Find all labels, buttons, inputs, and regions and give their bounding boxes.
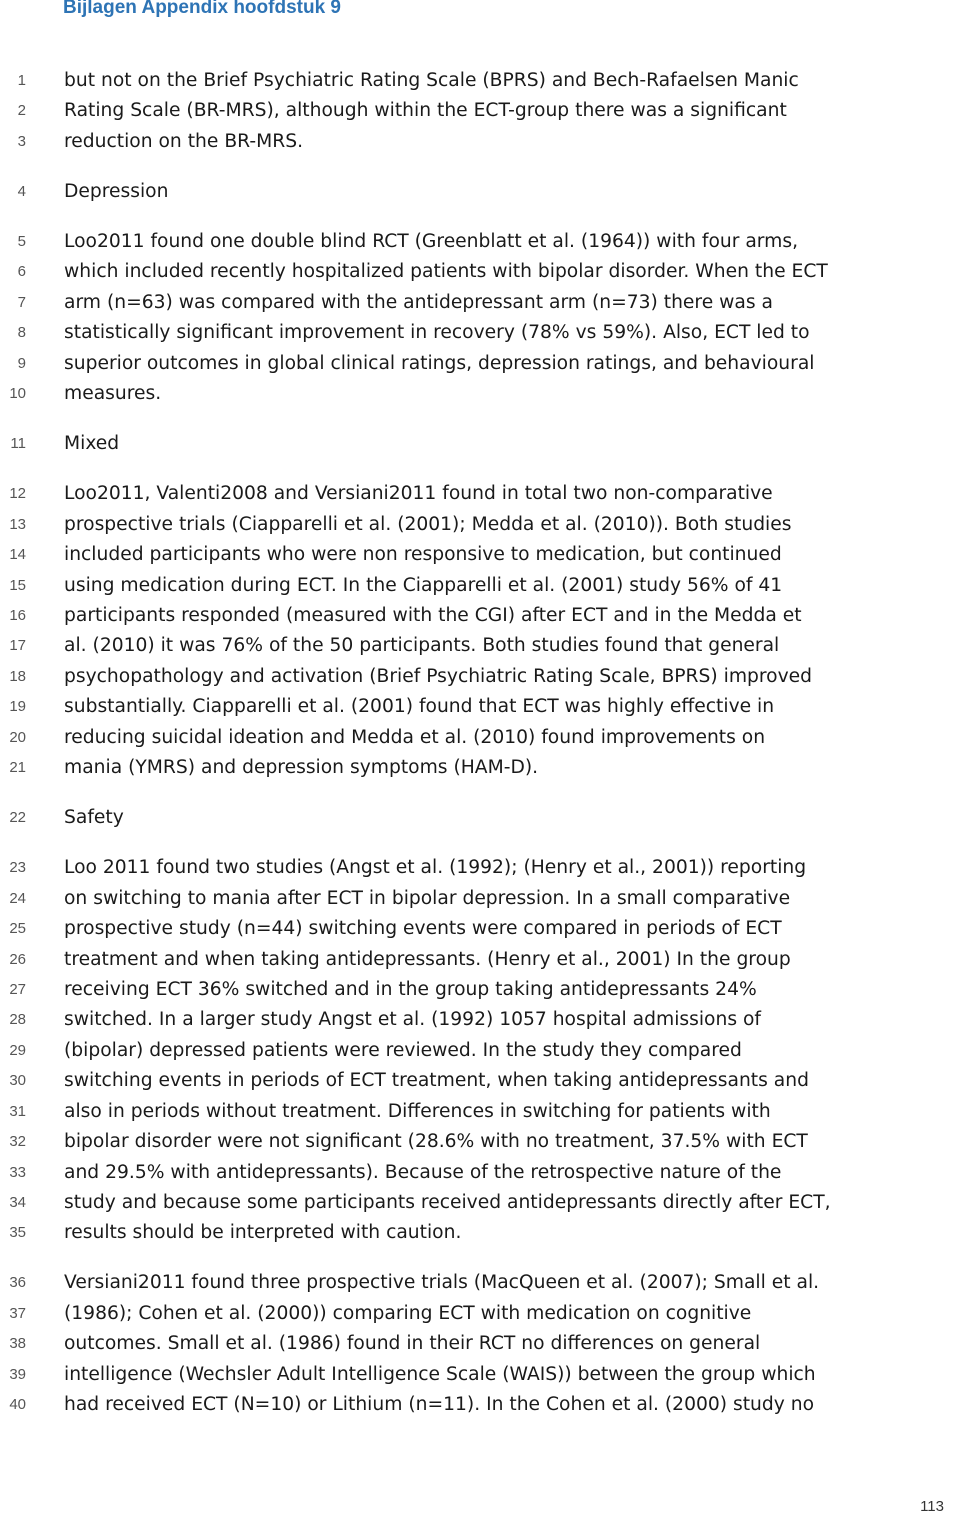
- text-line: [0, 318, 960, 348]
- paragraph: [0, 479, 960, 783]
- line-number: 11: [10, 435, 26, 453]
- text-line: [0, 975, 960, 1005]
- line-number: 17: [9, 637, 26, 655]
- text-line: [0, 1188, 960, 1218]
- line-number: 13: [9, 515, 26, 533]
- line-text: al. (2010) it was 76% of the 50 participants. Both studies found that general: [64, 635, 780, 657]
- line-text: (bipolar) depressed patients were reviewed. In the study they compared: [64, 1039, 742, 1061]
- text-line: [0, 631, 960, 661]
- line-text: had received ECT (N=10) or Lithium (n=11). In the Cohen et al. (2000) study no: [64, 1394, 815, 1416]
- line-number: 2: [17, 102, 26, 120]
- line-text: on switching to mania after ECT in bipolar depression. In a small comparative: [64, 887, 791, 909]
- text-line: [0, 1268, 960, 1298]
- line-text: arm (n=63) was compared with the antidepressant arm (n=73) there was a: [64, 291, 773, 313]
- text-line: [0, 349, 960, 379]
- line-text: Versiani2011 found three prospective trials (MacQueen et al. (2007); Small et al.: [64, 1272, 820, 1294]
- paragraph: [0, 66, 960, 157]
- text-line: [0, 753, 960, 783]
- line-text: substantially. Ciapparelli et al. (2001) found that ECT was highly effective in: [64, 696, 775, 718]
- line-text: switching events in periods of ECT treatment, when taking antidepressants and: [64, 1070, 809, 1092]
- line-text: Rating Scale (BR-MRS), although within the ECT-group there was a significant: [64, 100, 787, 122]
- line-number: 18: [9, 667, 26, 685]
- line-text: and 29.5% with antidepressants). Because of the retrospective nature of the: [64, 1161, 782, 1183]
- line-number: 9: [17, 354, 26, 372]
- line-text: outcomes. Small et al. (1986) found in their RCT no differences on general: [64, 1333, 761, 1355]
- text-line: [0, 803, 960, 833]
- line-text: participants responded (measured with the CGI) after ECT and in the Medda et: [64, 604, 802, 626]
- text-line: [0, 662, 960, 692]
- line-text: reducing suicidal ideation and Medda et al. (2010) found improvements on: [64, 726, 766, 748]
- line-number: 3: [17, 132, 26, 150]
- text-line: [0, 571, 960, 601]
- text-line: [0, 1097, 960, 1127]
- line-number: 28: [9, 1011, 26, 1029]
- line-text: results should be interpreted with caution.: [64, 1222, 462, 1244]
- text-line: [0, 1158, 960, 1188]
- line-text: Loo2011, Valenti2008 and Versiani2011 found in total two non-comparative: [64, 483, 773, 505]
- text-line: [0, 177, 960, 207]
- text-line: [0, 66, 960, 96]
- page-number: 113: [920, 1498, 944, 1515]
- line-number: 30: [9, 1072, 26, 1090]
- line-number: 27: [9, 980, 26, 998]
- line-text: statistically significant improvement in recovery (78% vs 59%). Also, ECT led to: [64, 322, 810, 344]
- page-header-title: Bijlagen Appendix hoofdstuk 9: [63, 0, 341, 18]
- line-number: 38: [9, 1335, 26, 1353]
- text-line: [0, 945, 960, 975]
- document-body: [0, 66, 960, 1440]
- section-heading: [0, 429, 960, 459]
- text-line: [0, 723, 960, 753]
- line-number: 8: [17, 324, 26, 342]
- line-number: 34: [9, 1194, 26, 1211]
- text-line: [0, 510, 960, 540]
- line-text: Loo 2011 found two studies (Angst et al. (1992); (Henry et al., 2001)) reporting: [64, 857, 807, 879]
- line-number: 15: [9, 576, 26, 594]
- line-number: 22: [9, 809, 26, 827]
- text-line: [0, 127, 960, 157]
- text-line: [0, 601, 960, 631]
- line-text: Mixed: [64, 433, 120, 455]
- line-number: 35: [9, 1224, 26, 1242]
- line-number: 39: [9, 1365, 26, 1383]
- text-line: [0, 914, 960, 944]
- line-text: Safety: [64, 807, 124, 829]
- text-line: [0, 257, 960, 287]
- line-text: (1986); Cohen et al. (2000)) comparing ECT with medication on cognitive: [64, 1302, 752, 1324]
- line-text: which included recently hospitalized patients with bipolar disorder. When the ECT: [64, 261, 828, 283]
- line-text: Loo2011 found one double blind RCT (Greenblatt et al. (1964)) with four arms,: [64, 230, 799, 252]
- text-line: [0, 379, 960, 409]
- text-line: [0, 1005, 960, 1035]
- line-text: switched. In a larger study Angst et al. (1992) 1057 hospital admissions of: [64, 1009, 762, 1031]
- text-line: [0, 1299, 960, 1329]
- line-number: 19: [9, 698, 26, 716]
- line-number: 36: [9, 1274, 26, 1292]
- line-text: also in periods without treatment. Differences in switching for patients with: [64, 1100, 771, 1122]
- line-number: 32: [9, 1133, 26, 1151]
- text-line: [0, 1127, 960, 1157]
- line-text: reduction on the BR-MRS.: [64, 130, 304, 152]
- text-line: [0, 692, 960, 722]
- line-number: 6: [17, 263, 26, 281]
- line-text: prospective trials (Ciapparelli et al. (2001); Medda et al. (2010)). Both studies: [64, 513, 792, 535]
- line-text: superior outcomes in global clinical ratings, depression ratings, and behavioural: [64, 352, 815, 374]
- text-line: [0, 1329, 960, 1359]
- line-text: included participants who were non responsive to medication, but continued: [64, 544, 782, 566]
- line-number: 25: [9, 920, 26, 938]
- line-number: 5: [17, 232, 26, 250]
- section-heading: [0, 177, 960, 207]
- line-number: 7: [17, 293, 26, 311]
- text-line: [0, 1218, 960, 1248]
- paragraph: [0, 227, 960, 410]
- paragraph: [0, 853, 960, 1249]
- text-line: [0, 227, 960, 257]
- line-text: treatment and when taking antidepressants. (Henry et al., 2001) In the group: [64, 948, 791, 970]
- line-number: 10: [9, 385, 26, 403]
- line-number: 4: [17, 182, 26, 200]
- line-number: 16: [9, 606, 26, 624]
- line-text: psychopathology and activation (Brief Psychiatric Rating Scale, BPRS) improved: [64, 665, 813, 687]
- text-line: [0, 479, 960, 509]
- line-text: study and because some participants received antidepressants directly after ECT,: [64, 1192, 831, 1213]
- line-number: 12: [9, 485, 26, 503]
- text-line: [0, 1390, 960, 1420]
- text-line: [0, 96, 960, 126]
- line-number: 31: [9, 1102, 26, 1120]
- text-line: [0, 1036, 960, 1066]
- line-number: 14: [9, 546, 26, 564]
- text-line: [0, 884, 960, 914]
- line-text: Depression: [64, 180, 169, 202]
- line-number: 33: [9, 1163, 26, 1181]
- line-number: 20: [9, 728, 26, 746]
- line-number: 40: [9, 1396, 26, 1414]
- text-line: [0, 1066, 960, 1096]
- line-text: receiving ECT 36% switched and in the group taking antidepressants 24%: [64, 978, 757, 1000]
- text-line: [0, 853, 960, 883]
- line-number: 24: [9, 889, 26, 907]
- text-line: [0, 429, 960, 459]
- line-number: 37: [9, 1304, 26, 1322]
- line-text: bipolar disorder were not significant (28.6% with no treatment, 37.5% with ECT: [64, 1131, 808, 1153]
- section-heading: [0, 803, 960, 833]
- line-text: intelligence (Wechsler Adult Intelligence Scale (WAIS)) between the group which: [64, 1363, 816, 1385]
- text-line: [0, 288, 960, 318]
- line-number: 21: [9, 759, 26, 777]
- text-line: [0, 540, 960, 570]
- line-number: 23: [9, 859, 26, 877]
- line-number: 1: [17, 72, 26, 89]
- paragraph: [0, 1268, 960, 1420]
- line-text: mania (YMRS) and depression symptoms (HAM-D).: [64, 757, 539, 779]
- line-text: but not on the Brief Psychiatric Rating Scale (BPRS) and Bech-Rafaelsen Manic: [64, 70, 799, 91]
- line-number: 26: [9, 950, 26, 968]
- line-number: 29: [9, 1041, 26, 1059]
- line-text: measures.: [64, 383, 162, 405]
- line-text: prospective study (n=44) switching events were compared in periods of ECT: [64, 918, 782, 940]
- line-text: using medication during ECT. In the Ciapparelli et al. (2001) study 56% of 41: [64, 574, 783, 596]
- text-line: [0, 1360, 960, 1390]
